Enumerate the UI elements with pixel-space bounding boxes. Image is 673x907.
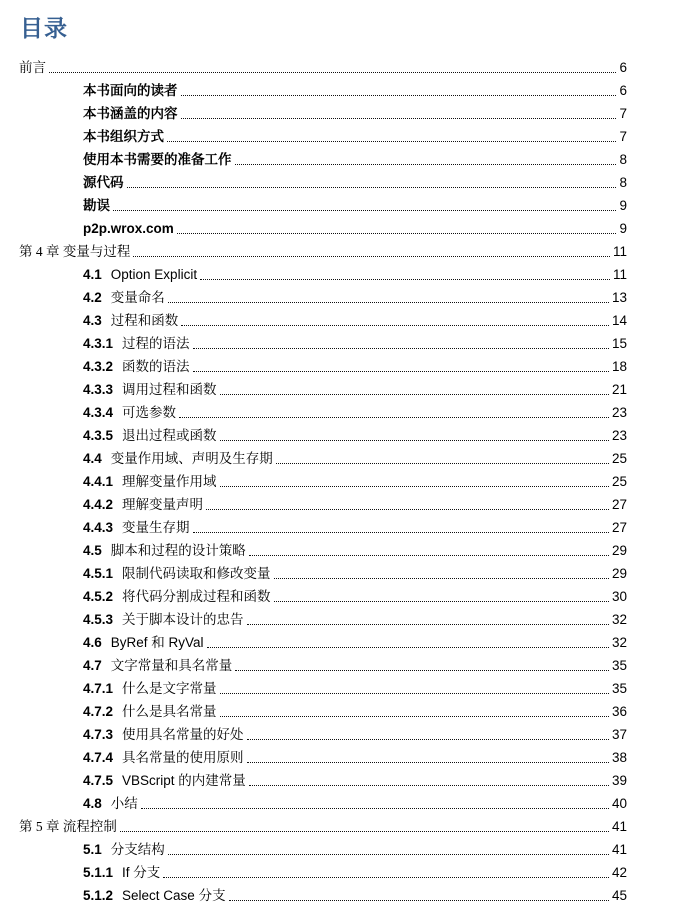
toc-entry-label: Select Case 分支 <box>122 888 226 903</box>
toc-entry-number: 5.1.2 <box>83 888 114 903</box>
toc-entry-page: 37 <box>611 727 627 742</box>
toc-entry-label: 什么是具名常量 <box>122 704 217 719</box>
toc-entry[interactable] <box>19 194 627 217</box>
toc-entry-number: 4.4.3 <box>83 520 114 535</box>
toc-entry-label: 理解变量声明 <box>122 497 204 512</box>
toc-entry-page: 41 <box>611 819 627 834</box>
toc-entry-label: ByRef 和 RyVal <box>110 635 204 650</box>
dot-leader <box>249 555 609 556</box>
toc-entry-page: 6 <box>619 60 627 75</box>
toc-entry-label: 理解变量作用域 <box>122 474 217 489</box>
dot-leader <box>206 509 609 510</box>
toc-entry[interactable] <box>19 56 627 79</box>
toc-entry[interactable] <box>19 631 627 654</box>
toc-entry-number: 4.3.5 <box>83 428 114 443</box>
toc-entry-number: 4.3 <box>83 313 102 328</box>
toc-entry[interactable] <box>19 723 627 746</box>
toc-entry[interactable] <box>19 332 627 355</box>
dot-leader <box>120 831 609 832</box>
dot-leader <box>167 141 616 142</box>
toc-entry-page: 29 <box>611 566 627 581</box>
toc-entry-number: 4.7.3 <box>83 727 114 742</box>
toc-entry[interactable] <box>19 815 627 838</box>
toc-entry-number: 4.5 <box>83 543 102 558</box>
toc-entry[interactable] <box>19 562 627 585</box>
toc-entry-number: 4.2 <box>83 290 102 305</box>
toc-entry-page: 6 <box>619 83 627 98</box>
toc-entry-label: 源代码 <box>83 175 124 190</box>
toc-entry-label: VBScript 的内建常量 <box>122 773 246 788</box>
toc-entry-label: 小结 <box>110 796 138 811</box>
toc-entry-page: 23 <box>611 428 627 443</box>
toc-entry[interactable] <box>19 171 627 194</box>
toc-entry-number: 4.4.1 <box>83 474 114 489</box>
toc-entry-page: 7 <box>619 129 627 144</box>
toc-entry-label: 关于脚本设计的忠告 <box>122 612 244 627</box>
dot-leader <box>247 762 609 763</box>
toc-entry[interactable] <box>19 677 627 700</box>
toc-entry-page: 15 <box>611 336 627 351</box>
toc-entry[interactable] <box>19 608 627 631</box>
toc-entry[interactable] <box>19 79 627 102</box>
dot-leader <box>113 210 616 211</box>
dot-leader <box>193 532 609 533</box>
toc-entry-page: 29 <box>611 543 627 558</box>
toc-entry-number: 5.1 <box>83 842 102 857</box>
toc-entry-number: 4.5.1 <box>83 566 114 581</box>
toc-entry-page: 35 <box>611 681 627 696</box>
toc-entry[interactable] <box>19 148 627 171</box>
dot-leader <box>49 72 616 73</box>
dot-leader <box>207 647 609 648</box>
toc-entry-label: p2p.wrox.com <box>83 221 174 236</box>
toc-entry-page: 13 <box>611 290 627 305</box>
toc-entry-page: 8 <box>619 175 627 190</box>
toc-entry[interactable] <box>19 424 627 447</box>
dot-leader <box>163 877 609 878</box>
toc-entry-number: 4.6 <box>83 635 102 650</box>
toc-entry-page: 9 <box>619 198 627 213</box>
dot-leader <box>177 233 617 234</box>
toc-entry-label: 可选参数 <box>122 405 177 420</box>
toc-entry-label: 本书面向的读者 <box>83 83 178 98</box>
toc-entry-page: 32 <box>611 635 627 650</box>
toc-entry[interactable] <box>19 125 627 148</box>
toc-entry-page: 25 <box>611 474 627 489</box>
toc-entry[interactable] <box>19 516 627 539</box>
toc-entry-label: 变量命名 <box>110 290 165 305</box>
toc-entry[interactable] <box>19 240 627 263</box>
toc-entry[interactable] <box>19 309 627 332</box>
dot-leader <box>235 164 617 165</box>
toc-entry[interactable] <box>19 861 627 884</box>
toc-entry-number: 4.7.1 <box>83 681 114 696</box>
toc-entry[interactable] <box>19 355 627 378</box>
dot-leader <box>179 417 609 418</box>
toc-entry-number: 4.3.4 <box>83 405 114 420</box>
dot-leader <box>274 578 609 579</box>
dot-leader <box>181 118 617 119</box>
dot-leader <box>220 394 609 395</box>
dot-leader <box>247 739 609 740</box>
toc-entry-number: 4.1 <box>83 267 102 282</box>
toc-entry-number: 4.5.2 <box>83 589 114 604</box>
toc-entry-label: 限制代码读取和修改变量 <box>122 566 271 581</box>
toc-entry[interactable] <box>19 769 627 792</box>
toc-entry-label: 勘误 <box>83 198 110 213</box>
dot-leader <box>127 187 617 188</box>
toc-entry-page: 18 <box>611 359 627 374</box>
toc-entry-number: 4.5.3 <box>83 612 114 627</box>
dot-leader <box>141 808 609 809</box>
toc-entry-label: 函数的语法 <box>122 359 190 374</box>
toc-entry-page: 14 <box>611 313 627 328</box>
toc-heading: 目录 <box>20 16 68 41</box>
toc-entry-label: Option Explicit <box>110 267 198 282</box>
dot-leader <box>220 693 609 694</box>
toc-entry-page: 8 <box>619 152 627 167</box>
dot-leader <box>133 256 610 257</box>
toc-entry-label: 脚本和过程的设计策略 <box>110 543 246 558</box>
dot-leader <box>235 670 609 671</box>
toc-entry[interactable] <box>19 838 627 861</box>
dot-leader <box>220 716 609 717</box>
toc-entry-number: 4.3.3 <box>83 382 114 397</box>
dot-leader <box>193 348 609 349</box>
toc-entry-label: If 分支 <box>122 865 161 880</box>
toc-entry[interactable] <box>19 378 627 401</box>
toc-entry[interactable] <box>19 884 627 907</box>
toc-entry[interactable] <box>19 792 627 815</box>
toc-list <box>19 56 627 907</box>
toc-entry[interactable] <box>19 470 627 493</box>
toc-entry-number: 4.4 <box>83 451 102 466</box>
toc-entry-page: 35 <box>611 658 627 673</box>
toc-entry-label: 过程和函数 <box>110 313 179 328</box>
dot-leader <box>168 854 609 855</box>
toc-entry-label: 使用本书需要的准备工作 <box>83 152 232 167</box>
toc-entry-page: 9 <box>619 221 627 236</box>
dot-leader <box>200 279 610 280</box>
toc-entry-label: 过程的语法 <box>122 336 190 351</box>
toc-entry-label: 文字常量和具名常量 <box>110 658 233 673</box>
toc-entry[interactable] <box>19 217 627 240</box>
toc-entry-number: 4.3.1 <box>83 336 114 351</box>
toc-entry-label: 变量生存期 <box>122 520 190 535</box>
toc-entry[interactable] <box>19 746 627 769</box>
dot-leader <box>181 325 609 326</box>
dot-leader <box>181 95 617 96</box>
toc-entry-label: 使用具名常量的好处 <box>122 727 244 742</box>
toc-entry-label: 第 4 章 变量与过程 <box>19 244 131 259</box>
toc-entry-page: 23 <box>611 405 627 420</box>
dot-leader <box>220 486 609 487</box>
toc-entry-number: 4.7.4 <box>83 750 114 765</box>
dot-leader <box>193 371 609 372</box>
toc-entry-page: 39 <box>611 773 627 788</box>
dot-leader <box>168 302 609 303</box>
toc-entry-page: 27 <box>611 497 627 512</box>
toc-entry-label: 将代码分割成过程和函数 <box>122 589 271 604</box>
toc-entry-label: 调用过程和函数 <box>122 382 217 397</box>
toc-entry-label: 什么是文字常量 <box>122 681 217 696</box>
dot-leader <box>276 463 609 464</box>
toc-entry-page: 36 <box>611 704 627 719</box>
toc-entry-label: 分支结构 <box>110 842 165 857</box>
toc-entry-label: 前言 <box>19 60 46 75</box>
toc-entry[interactable] <box>19 102 627 125</box>
toc-entry-page: 41 <box>611 842 627 857</box>
toc-entry-label: 退出过程或函数 <box>122 428 217 443</box>
toc-entry[interactable] <box>19 493 627 516</box>
toc-entry[interactable] <box>19 585 627 608</box>
toc-entry-number: 5.1.1 <box>83 865 114 880</box>
toc-entry-number: 4.7.2 <box>83 704 114 719</box>
toc-entry-page: 21 <box>611 382 627 397</box>
toc-entry-page: 32 <box>611 612 627 627</box>
toc-entry-label: 具名常量的使用原则 <box>122 750 244 765</box>
toc-entry-page: 11 <box>612 244 627 259</box>
toc-entry-number: 4.7.5 <box>83 773 114 788</box>
toc-entry[interactable] <box>19 286 627 309</box>
toc-entry-number: 4.3.2 <box>83 359 114 374</box>
dot-leader <box>274 601 609 602</box>
toc-entry-page: 45 <box>611 888 627 903</box>
toc-entry-page: 40 <box>611 796 627 811</box>
toc-entry-number: 4.8 <box>83 796 102 811</box>
toc-entry-label: 本书涵盖的内容 <box>83 106 178 121</box>
toc-entry-page: 11 <box>612 267 627 282</box>
toc-entry[interactable] <box>19 539 627 562</box>
toc-entry-page: 27 <box>611 520 627 535</box>
toc-entry-label: 本书组织方式 <box>83 129 164 144</box>
toc-entry[interactable] <box>19 447 627 470</box>
toc-entry[interactable] <box>19 401 627 424</box>
toc-entry[interactable] <box>19 263 627 286</box>
toc-entry-page: 42 <box>611 865 627 880</box>
toc-entry-label: 变量作用域、声明及生存期 <box>110 451 273 466</box>
dot-leader <box>220 440 609 441</box>
toc-entry-number: 4.4.2 <box>83 497 114 512</box>
toc-entry-page: 7 <box>619 106 627 121</box>
toc-entry[interactable] <box>19 700 627 723</box>
dot-leader <box>249 785 609 786</box>
dot-leader <box>247 624 609 625</box>
toc-entry-number: 4.7 <box>83 658 102 673</box>
toc-entry-page: 30 <box>611 589 627 604</box>
toc-entry-page: 25 <box>611 451 627 466</box>
toc-entry-label: 第 5 章 流程控制 <box>19 819 117 834</box>
toc-entry-page: 38 <box>611 750 627 765</box>
toc-entry[interactable] <box>19 654 627 677</box>
dot-leader <box>229 900 609 901</box>
